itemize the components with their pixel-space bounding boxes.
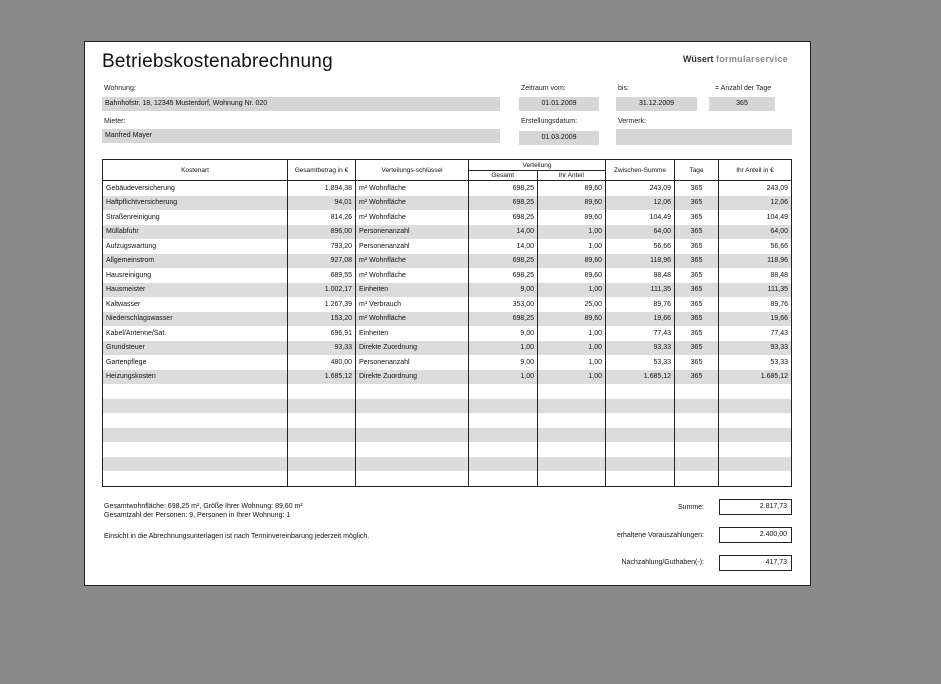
cell-anteil: 89,60 [538,210,606,225]
cell-gesamtbetrag: 1.002,17 [288,283,356,298]
cell-zwischensumme [606,413,675,428]
cell-kostenart [103,399,288,414]
cell-zwischensumme: 77,43 [606,326,675,341]
cell-gesamt [469,413,538,428]
cell-ihr-anteil: 243,09 [719,181,792,196]
col-tage: Tage [675,160,719,181]
table-row [103,210,792,225]
cell-kostenart: Straßenreinigung [103,210,288,225]
cell-tage: 365 [675,210,719,225]
cell-kostenart [103,442,288,457]
cell-kostenart [103,457,288,472]
table-row [103,442,792,457]
cell-tage: 365 [675,297,719,312]
cell-schluessel [356,399,469,414]
table-row [103,326,792,341]
cell-tage [675,428,719,443]
cell-schluessel: Personenanzahl [356,355,469,370]
col-schluessel: Verteilungs-schlüssel [356,160,469,181]
cell-schluessel: m² Wohnfläche [356,196,469,211]
table-row [103,471,792,486]
table-row [103,457,792,472]
col-ihr-anteil-eur: Ihr Anteil in € [719,160,792,181]
cell-ihr-anteil [719,457,792,472]
cell-zwischensumme [606,399,675,414]
cell-ihr-anteil [719,413,792,428]
cell-tage [675,399,719,414]
col-gesamt: Gesamt [469,171,538,180]
cell-schluessel: m³ Verbrauch [356,297,469,312]
cell-anteil: 89,60 [538,254,606,269]
cell-anteil: 1,00 [538,239,606,254]
cell-gesamt: 1,00 [469,341,538,356]
cell-gesamtbetrag: 793,20 [288,239,356,254]
cell-gesamtbetrag: 1.894,38 [288,181,356,196]
cell-schluessel: m² Wohnfläche [356,312,469,327]
cell-gesamt [469,442,538,457]
cell-ihr-anteil: 1.685,12 [719,370,792,385]
cell-gesamt: 14,00 [469,225,538,240]
summe-value[interactable]: 2.817,73 [719,499,792,515]
cell-tage [675,457,719,472]
cell-gesamt: 1,00 [469,370,538,385]
table-row [103,225,792,240]
cell-schluessel: m² Wohnfläche [356,268,469,283]
cell-gesamt [469,384,538,399]
cell-anteil: 89,60 [538,181,606,196]
cell-zwischensumme [606,442,675,457]
cell-anteil: 89,60 [538,196,606,211]
cell-gesamt: 698,25 [469,268,538,283]
cell-gesamtbetrag: 896,00 [288,225,356,240]
cell-gesamtbetrag [288,384,356,399]
bis-label: bis: [618,85,629,92]
cell-tage: 365 [675,268,719,283]
cell-anteil [538,384,606,399]
cell-gesamtbetrag: 814,26 [288,210,356,225]
cell-kostenart [103,413,288,428]
tage-label: = Anzahl der Tage [715,85,772,92]
cell-kostenart: Kaltwasser [103,297,288,312]
table-row [103,370,792,385]
table-row [103,196,792,211]
cell-ihr-anteil: 12,06 [719,196,792,211]
cell-anteil: 1,00 [538,370,606,385]
cell-kostenart [103,428,288,443]
cell-ihr-anteil: 89,76 [719,297,792,312]
cell-zwischensumme: 93,33 [606,341,675,356]
brand-logo [683,54,788,64]
table-row [103,355,792,370]
cell-ihr-anteil: 64,00 [719,225,792,240]
cell-tage [675,413,719,428]
cell-gesamt: 698,25 [469,312,538,327]
cell-gesamt [469,428,538,443]
cell-tage: 365 [675,341,719,356]
zeitraum-bis-field[interactable]: 31.12.2009 [616,97,697,111]
cell-anteil [538,428,606,443]
table-row [103,297,792,312]
cell-gesamt: 698,25 [469,210,538,225]
cell-tage: 365 [675,355,719,370]
cell-ihr-anteil [719,471,792,486]
cell-kostenart: Kabel/Antenne/Sat. [103,326,288,341]
cell-gesamt: 14,00 [469,239,538,254]
mieter-label: Mieter: [104,118,126,125]
cell-kostenart: Aufzugswartung [103,239,288,254]
cell-schluessel: m² Wohnfläche [356,254,469,269]
cell-gesamtbetrag [288,428,356,443]
table-row [103,239,792,254]
cell-kostenart: Gartenpflege [103,355,288,370]
cell-kostenart: Heizungskosten [103,370,288,385]
table-row [103,254,792,269]
footer-note-flaeche: Gesamtwohnfläche: 698,25 m², Größe Ihrer Wohnung: 89,60 m² [104,503,303,510]
cell-schluessel: Direkte Zuordnung [356,341,469,356]
cell-tage [675,442,719,457]
cell-tage: 365 [675,326,719,341]
zeitraum-label: Zeitraum vom: [521,85,566,92]
cell-schluessel [356,471,469,486]
cell-tage: 365 [675,225,719,240]
cell-gesamtbetrag: 689,55 [288,268,356,283]
cell-zwischensumme: 12,06 [606,196,675,211]
table-row [103,341,792,356]
cell-ihr-anteil [719,428,792,443]
cell-zwischensumme: 53,33 [606,355,675,370]
mieter-field[interactable]: Manfred Mayer [102,129,500,143]
cell-kostenart: Hausmeister [103,283,288,298]
cell-anteil: 1,00 [538,225,606,240]
table-row [103,268,792,283]
cell-ihr-anteil: 88,48 [719,268,792,283]
cell-gesamtbetrag: 480,00 [288,355,356,370]
cell-kostenart: Gebäudeversicherung [103,181,288,196]
cell-gesamtbetrag [288,471,356,486]
cell-anteil: 1,00 [538,341,606,356]
cell-kostenart: Grundsteuer [103,341,288,356]
cell-anteil: 89,60 [538,312,606,327]
cell-gesamtbetrag: 696,91 [288,326,356,341]
cell-schluessel: m² Wohnfläche [356,210,469,225]
cell-anteil [538,399,606,414]
cell-gesamt: 9,00 [469,355,538,370]
cell-zwischensumme: 64,00 [606,225,675,240]
footer-note-personen: Gesamtzahl der Personen: 9, Personen in Ihrer Wohnung: 1 [104,512,291,519]
cell-tage: 365 [675,312,719,327]
zeitraum-von-field[interactable]: 01.01.2009 [519,97,599,111]
cell-tage: 365 [675,283,719,298]
cell-anteil [538,471,606,486]
cell-anteil [538,442,606,457]
cell-ihr-anteil: 77,43 [719,326,792,341]
cell-gesamtbetrag: 93,33 [288,341,356,356]
cell-schluessel: Direkte Zuordnung [356,370,469,385]
cell-schluessel [356,413,469,428]
document-sheet [84,41,811,586]
col-gesamtbetrag: Gesamtbetrag in € [288,160,356,181]
cell-ihr-anteil [719,384,792,399]
logo-brand: Wüsert [682,54,714,64]
cell-gesamt [469,457,538,472]
cell-anteil: 1,00 [538,283,606,298]
cell-schluessel: m² Wohnfläche [356,181,469,196]
cell-zwischensumme [606,457,675,472]
table-row [103,399,792,414]
cell-tage: 365 [675,254,719,269]
cell-schluessel [356,457,469,472]
cell-gesamt: 353,00 [469,297,538,312]
col-verteilung [469,160,606,181]
cell-gesamtbetrag: 1.267,39 [288,297,356,312]
cell-schluessel: Einheiten [356,326,469,341]
cell-ihr-anteil: 104,49 [719,210,792,225]
nachzahlung-label: Nachzahlung/Guthaben(-): [621,559,704,566]
table-row [103,181,792,196]
cell-kostenart [103,384,288,399]
cell-zwischensumme: 89,76 [606,297,675,312]
cell-kostenart: Niederschlagswasser [103,312,288,327]
cell-gesamtbetrag: 1.685,12 [288,370,356,385]
cell-kostenart [103,471,288,486]
cell-zwischensumme: 118,96 [606,254,675,269]
vermerk-field[interactable] [616,129,792,145]
cell-anteil: 1,00 [538,326,606,341]
cell-tage: 365 [675,181,719,196]
cell-gesamtbetrag [288,413,356,428]
cell-gesamt: 698,25 [469,254,538,269]
cell-gesamtbetrag: 927,08 [288,254,356,269]
col-zwischensumme: Zwischen-Summe [606,160,675,181]
cell-zwischensumme: 1.685,12 [606,370,675,385]
cell-zwischensumme: 88,48 [606,268,675,283]
cell-gesamt: 9,00 [469,326,538,341]
cell-schluessel: Personenanzahl [356,239,469,254]
cell-anteil: 25,00 [538,297,606,312]
cell-ihr-anteil: 93,33 [719,341,792,356]
cell-anteil: 89,60 [538,268,606,283]
cell-gesamt [469,471,538,486]
cell-gesamtbetrag [288,457,356,472]
cell-gesamt [469,399,538,414]
cell-zwischensumme [606,471,675,486]
vorauszahlungen-label: erhaltene Vorauszahlungen: [616,532,704,539]
cell-gesamtbetrag: 153,20 [288,312,356,327]
table-row [103,428,792,443]
wohnung-label: Wohnung: [104,85,136,92]
cell-kostenart: Müllabfuhr [103,225,288,240]
cell-zwischensumme: 243,09 [606,181,675,196]
logo-service: formularservice [715,54,788,64]
col-anteil: Ihr Anteil [558,171,584,179]
cell-gesamtbetrag: 94,01 [288,196,356,211]
cell-ihr-anteil [719,442,792,457]
cell-gesamtbetrag [288,399,356,414]
cell-kostenart: Hausreinigung [103,268,288,283]
cell-gesamtbetrag [288,442,356,457]
vermerk-label: Vermerk: [618,118,647,125]
cell-schluessel: Einheiten [356,283,469,298]
cell-zwischensumme: 56,66 [606,239,675,254]
cell-tage [675,384,719,399]
erstellung-label: Erstellungsdatum: [521,118,578,125]
cell-tage [675,471,719,486]
cell-tage: 365 [675,370,719,385]
summe-label: Summe: [677,504,704,511]
cell-gesamt: 698,25 [469,181,538,196]
cell-ihr-anteil: 111,35 [719,283,792,298]
footer-note-einsicht: Einsicht in die Abrechnungsunterlagen ist nach Terminvereinbarung jederzeit möglich. [104,533,370,540]
cell-schluessel: Personenanzahl [356,225,469,240]
col-kostenart: Kostenart [103,160,288,181]
cell-kostenart: Allgemeinstrom [103,254,288,269]
cell-ihr-anteil: 53,33 [719,355,792,370]
cell-zwischensumme: 104,49 [606,210,675,225]
document-title: Betriebskostenabrechnung [102,51,333,72]
vorauszahlungen-value[interactable]: 2.400,00 [719,527,792,543]
cell-zwischensumme: 19,66 [606,312,675,327]
cost-table [102,159,792,487]
cell-tage: 365 [675,196,719,211]
tage-field[interactable]: 365 [709,97,775,111]
cell-schluessel [356,442,469,457]
cell-ihr-anteil: 56,66 [719,239,792,254]
cell-schluessel [356,428,469,443]
cell-tage: 365 [675,239,719,254]
cell-gesamt: 698,25 [469,196,538,211]
table-row [103,413,792,428]
cell-zwischensumme: 111,35 [606,283,675,298]
cell-kostenart: Haftpflichtversicherung [103,196,288,211]
nachzahlung-value[interactable]: 417,73 [719,555,792,571]
erstellung-field[interactable]: 01.03.2009 [519,131,599,145]
cell-zwischensumme [606,384,675,399]
cell-anteil: 1,00 [538,355,606,370]
cell-ihr-anteil: 118,96 [719,254,792,269]
wohnung-field[interactable]: Bahnhofstr. 18, 12345 Musterdorf, Wohnung Nr. 020 [102,97,500,111]
cell-anteil [538,457,606,472]
table-row [103,312,792,327]
cell-schluessel [356,384,469,399]
cell-gesamt: 9,00 [469,283,538,298]
cell-ihr-anteil [719,399,792,414]
cell-ihr-anteil: 19,66 [719,312,792,327]
cell-anteil [538,413,606,428]
table-row [103,283,792,298]
col-verteilung-title: Verteilung [469,161,605,171]
table-row [103,384,792,399]
cell-zwischensumme [606,428,675,443]
